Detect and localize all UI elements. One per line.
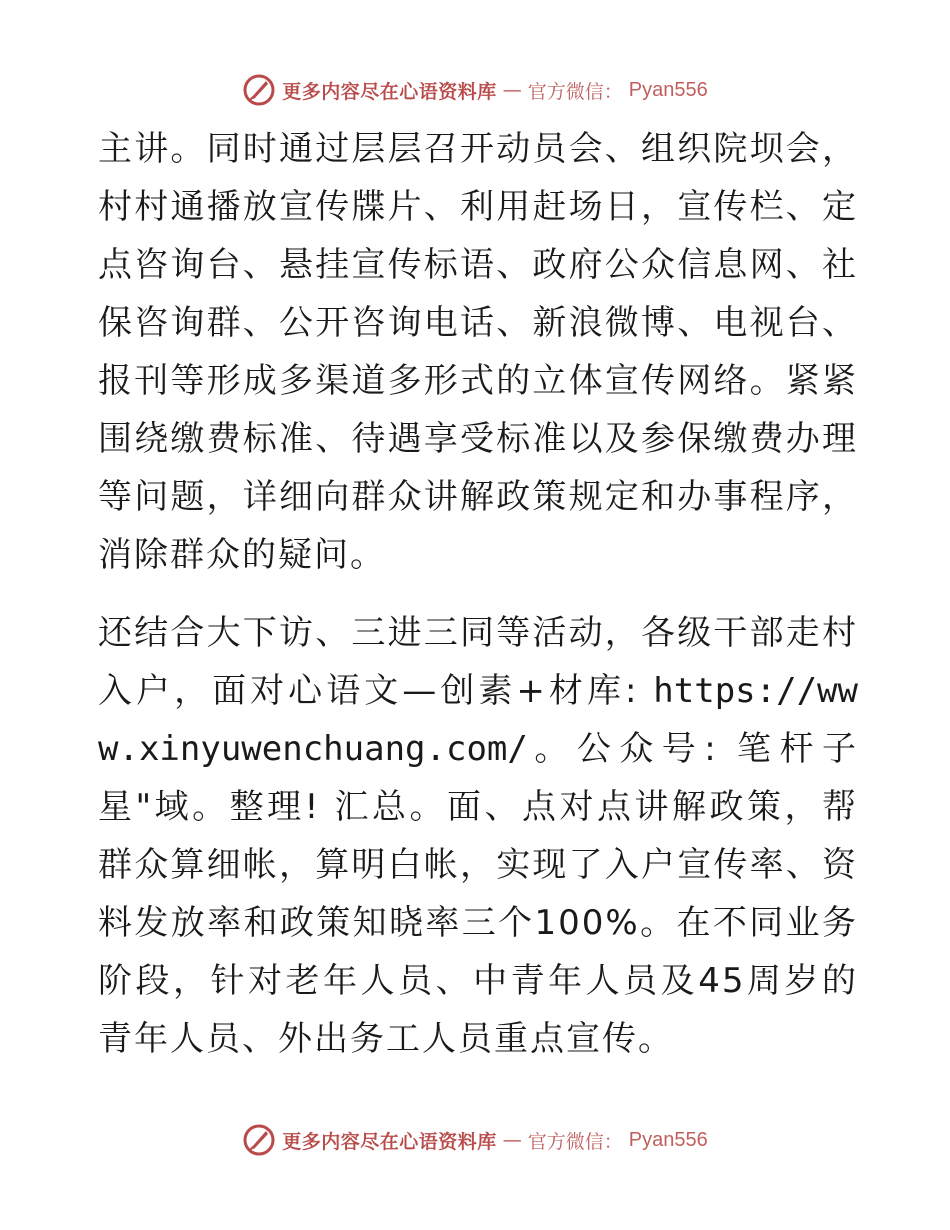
header-banner-wechat-id: Pyan556: [628, 78, 708, 101]
header-banner-title: 更多内容尽在心语资料库: [282, 80, 497, 103]
paragraph-2-url: https://www.xinyuwenchuang.com/: [98, 671, 858, 769]
paragraph-2-part-a: 还结合大下访、三进三同等活动，各级干部走村入户，面对心语文—创素+材库:: [98, 613, 858, 711]
footer-banner-separator: —: [502, 1129, 522, 1151]
header-banner-separator: —: [502, 79, 522, 101]
footer-banner: [0, 1120, 950, 1160]
header-banner-label: 官方微信：: [527, 80, 623, 103]
paragraph-1: 主讲。同时通过层层召开动员会、组织院坝会，村村通播放宣传牒片、利用赶场日，宣传栏、定点咨询台、悬挂宣传标语、政府公众信息网、社保咨询群、公开咨询电话、新浪微博、电视台、报刊等形成多渠道多形式的立体宣传网络。紧紧围绕缴费标准、待遇享受标准以及参保缴费办理等问题，详细向群众讲解政策规定和办事程序，消除群众的疑问。: [98, 129, 858, 575]
paragraph-2-part-b: 。公众号: 笔杆子星"域。整理! 汇总。面、点对点讲解政策，帮群众算细帐，算明白帐，实现了入户宣传率、资料发放率和政策知晓率三个100%。在不同业务阶段，针对老年人员、中青年人员及45周岁的青年人员、外出务工人员重点宣传。: [98, 729, 858, 1059]
header-banner: [0, 70, 950, 110]
footer-banner-title: 更多内容尽在心语资料库: [282, 1130, 497, 1153]
paragraph-2: [98, 604, 858, 1068]
footer-banner-wechat-id: Pyan556: [628, 1128, 708, 1151]
document-body: [98, 120, 858, 1068]
quill-logo-icon: [242, 73, 276, 107]
quill-logo-icon: [242, 1123, 276, 1157]
footer-banner-label: 官方微信：: [527, 1130, 623, 1153]
